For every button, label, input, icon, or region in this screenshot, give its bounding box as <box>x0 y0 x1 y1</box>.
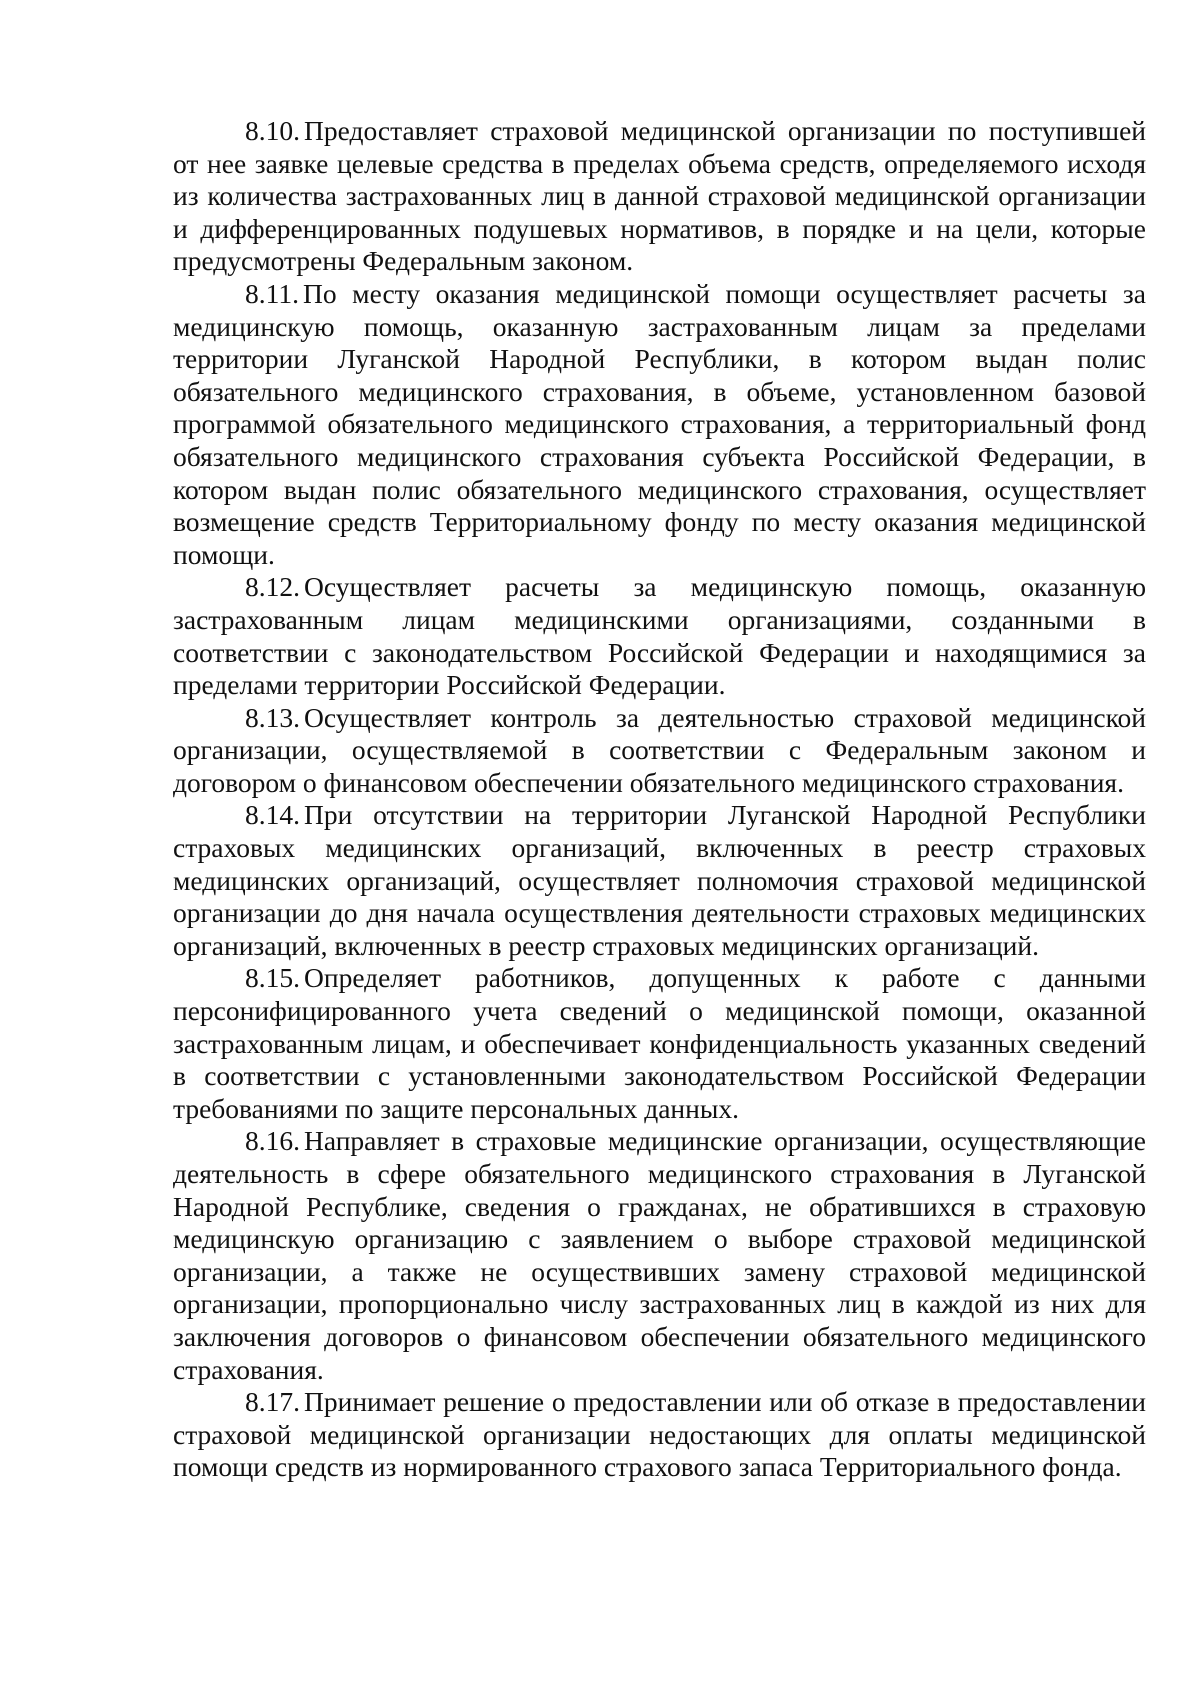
paragraph-8-10 <box>173 115 1146 278</box>
paragraph-number: 8.17. <box>245 1386 300 1418</box>
paragraph-8-11 <box>173 278 1146 571</box>
paragraph-text: Определяет работников, допущенных к работе с данными персонифицированного учета сведений о медицинской помощи, оказанной застрахованным лицам, и обеспечивает конфиденциальность указанных сведений в соответствии с установленными законодательством Российской Федерации требованиями по защите персональных данных. <box>173 962 1146 1124</box>
paragraph-text: Направляет в страховые медицинские организации, осуществляющие деятельность в сфере обязательного медицинского страхования в Луганской Народной Республике, сведения о гражданах, не обратившихся в страховую медицинскую организацию с заявлением о выборе страховой медицинской организации, а также не осуществивших замену страховой медицинской организации, пропорционально числу застрахованных лиц в каждой из них для заключения договоров о финансовом обеспечении обязательного медицинского страхования. <box>173 1125 1146 1385</box>
paragraph-text: Осуществляет расчеты за медицинскую помощь, оказанную застрахованным лицам медицинскими организациями, созданными в соответствии с законодательством Российской Федерации и находящимися за пределами территории Российской Федерации. <box>173 571 1146 701</box>
paragraph-text: По месту оказания медицинской помощи осуществляет расчеты за медицинскую помощь, оказанную застрахованным лицам за пределами территории Луганской Народной Республики, в котором выдан полис обязательного медицинского страхования, в объеме, установленном базовой программой обязательного медицинского страхования, а территориальный фонд обязательного медицинского страхования субъекта Российской Федерации, в котором выдан полис обязательного медицинского страхования, осуществляет возмещение средств Территориальному фонду по месту оказания медицинской помощи. <box>173 277 1146 570</box>
paragraph-number: 8.13. <box>245 701 300 733</box>
paragraph-number: 8.16. <box>245 1125 300 1157</box>
paragraph-number: 8.11. <box>245 277 299 309</box>
paragraph-8-15 <box>173 962 1146 1125</box>
paragraph-number: 8.15. <box>245 962 300 994</box>
paragraph-text: Принимает решение о предоставлении или об отказе в предоставлении страховой медицинской организации недостающих для оплаты медицинской помощи средств из нормированного страхового запаса Территориального фонда. <box>173 1386 1146 1483</box>
paragraph-text: При отсутствии на территории Луганской Народной Республики страховых медицинских организаций, включенных в реестр страховых медицинских организаций, осуществляет полномочия страховой медицинской организации до дня начала осуществления деятельности страховых медицинских организаций, включенных в реестр страховых медицинских организаций. <box>173 799 1146 961</box>
paragraph-number: 8.12. <box>245 571 300 603</box>
paragraph-8-16 <box>173 1125 1146 1386</box>
paragraph-number: 8.14. <box>245 799 300 831</box>
paragraph-8-13 <box>173 702 1146 800</box>
paragraph-text: Осуществляет контроль за деятельностью страховой медицинской организации, осуществляемой в соответствии с Федеральным законом и договором о финансовом обеспечении обязательного медицинского страхования. <box>173 701 1146 798</box>
paragraph-text: Предоставляет страховой медицинской организации по поступившей от нее заявке целевые средства в пределах объема средств, определяемого исходя из количества застрахованных лиц в данной страховой медицинской организации и дифференцированных подушевых нормативов, в порядке и на цели, которые предусмотрены Федеральным законом. <box>173 115 1146 277</box>
paragraph-8-14 <box>173 799 1146 962</box>
paragraph-8-17 <box>173 1386 1146 1484</box>
document-page <box>173 115 1146 1484</box>
paragraph-8-12 <box>173 571 1146 701</box>
paragraph-number: 8.10. <box>245 115 300 146</box>
